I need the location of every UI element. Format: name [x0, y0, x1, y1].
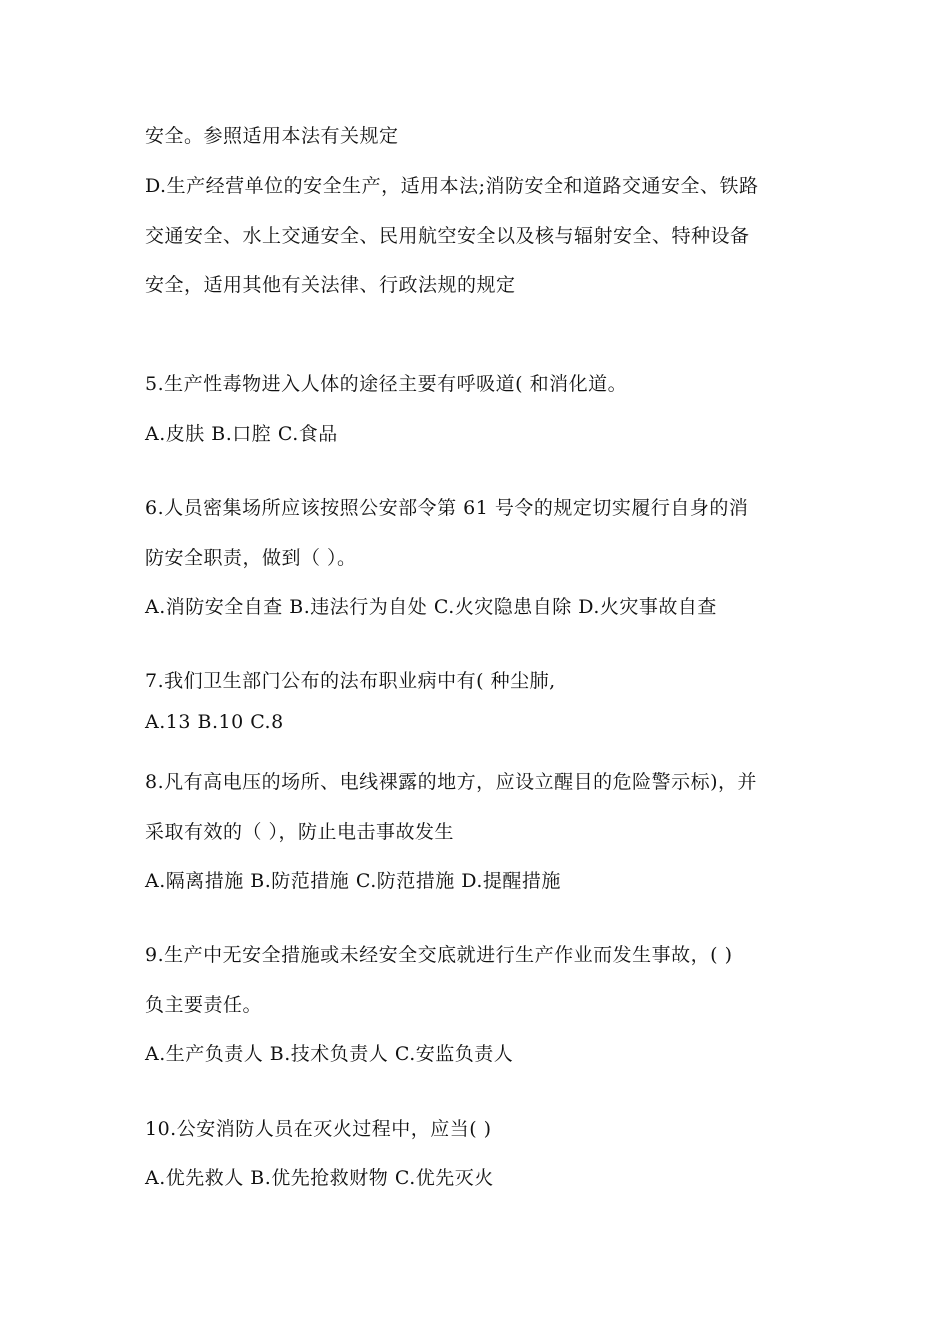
question-5-options: A.皮肤 B.口腔 C.食品 — [145, 423, 338, 445]
question-6-options: A.消防安全自查 B.违法行为自处 C.火灾隐患自除 D.火灾事故自查 — [145, 596, 717, 618]
question-7-options: A.13 B.10 C.8 — [145, 711, 284, 733]
question-8-options: A.隔离措施 B.防范措施 C.防范措施 D.提醒措施 — [145, 870, 561, 892]
question-8-continued: 采取有效的（ ），防止电击事故发生 — [145, 821, 455, 843]
question-8: 8.凡有高电压的场所、电线裸露的地方，应设立醒目的危险警示标)，并 — [145, 771, 758, 793]
text-line: 交通安全、水上交通安全、民用航空安全以及核与辐射安全、特种设备 — [145, 225, 750, 247]
question-9: 9.生产中无安全措施或未经安全交底就进行生产作业而发生事故，( ) — [145, 944, 733, 966]
question-10: 10.公安消防人员在灭火过程中，应当( ) — [145, 1118, 492, 1140]
question-9-continued: 负主要责任。 — [145, 994, 263, 1016]
question-9-options: A.生产负责人 B.技术负责人 C.安监负责人 — [145, 1043, 514, 1065]
question-6-continued: 防安全职责，做到（ ）。 — [145, 547, 357, 569]
question-6: 6.人员密集场所应该按照公安部令第 61 号令的规定切实履行自身的消 — [145, 497, 749, 519]
question-10-options: A.优先救人 B.优先抢救财物 C.优先灭火 — [145, 1167, 494, 1189]
text-line: 安全。参照适用本法有关规定 — [145, 125, 399, 147]
text-line: 安全，适用其他有关法律、行政法规的规定 — [145, 274, 516, 296]
text-line: D.生产经营单位的安全生产，适用本法;消防安全和道路交通安全、铁路 — [145, 175, 759, 197]
question-5: 5.生产性毒物进入人体的途径主要有呼吸道( 和消化道。 — [145, 373, 628, 395]
question-7: 7.我们卫生部门公布的法布职业病中有( 种尘肺, — [145, 670, 556, 692]
